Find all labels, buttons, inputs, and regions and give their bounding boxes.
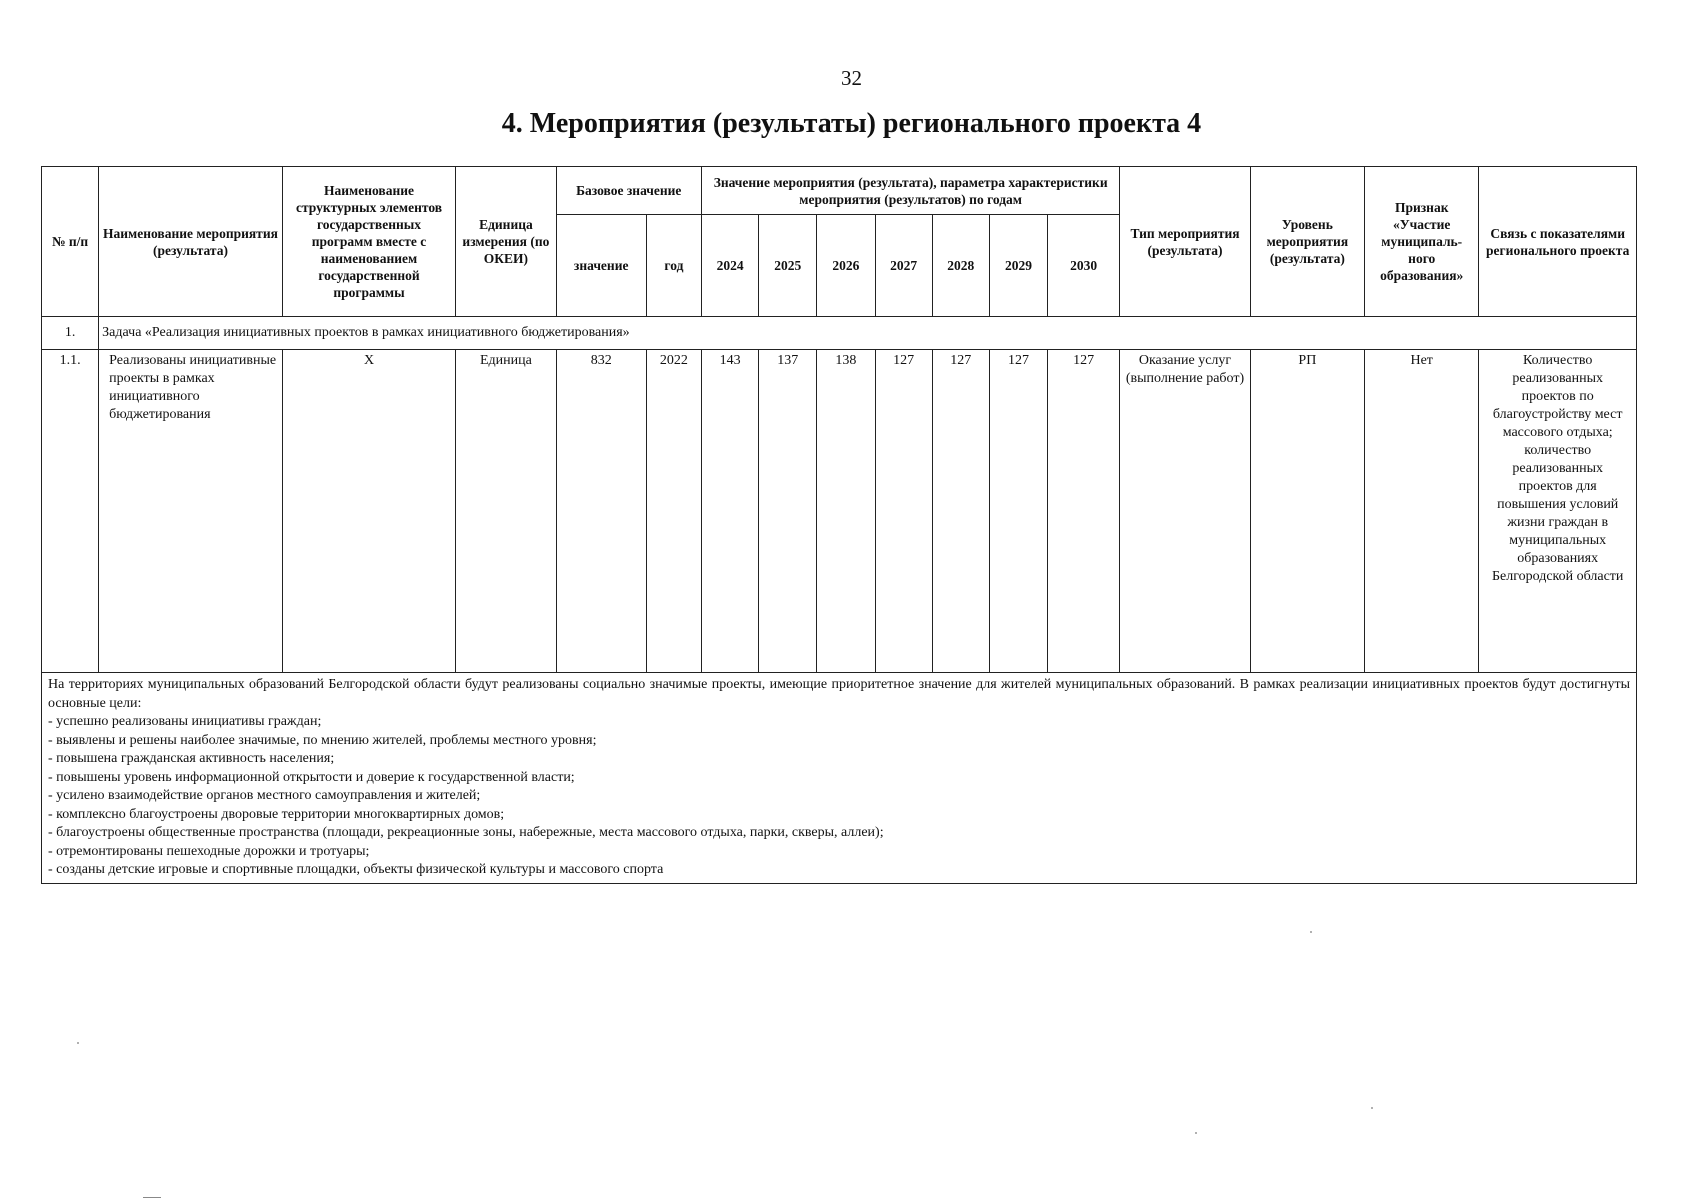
description-item: - повышена гражданская активность населения; [48, 751, 335, 766]
scan-speck [1195, 1132, 1197, 1134]
scan-mark [143, 1197, 161, 1198]
table-row [42, 350, 1637, 673]
header-type: Тип мероприятия (результата) [1120, 167, 1250, 317]
row-base-value: 832 [556, 350, 646, 673]
header-municipal: Признак «Участие муниципаль-ного образования» [1365, 167, 1479, 317]
header-year-2028: 2028 [932, 215, 989, 317]
header-link: Связь с показателями регионального проекта [1479, 167, 1637, 317]
row-value-2024: 143 [702, 350, 759, 673]
header-year-2027: 2027 [875, 215, 932, 317]
header-level: Уровень мероприятия (результата) [1250, 167, 1364, 317]
description-row [42, 673, 1637, 884]
description-item: - повышены уровень информационной открытости и доверие к государственной власти; [48, 769, 575, 785]
row-value-2028: 127 [932, 350, 989, 673]
description-cell [42, 673, 1637, 884]
task-num: 1. [42, 317, 99, 350]
page-number: 32 [841, 66, 862, 90]
header-base-value: значение [556, 215, 646, 317]
description-item: - отремонтированы пешеходные дорожки и тротуары; [48, 843, 370, 859]
row-value-2030: 127 [1048, 350, 1120, 673]
description-item: - усилено взаимодействие органов местного самоуправления и жителей; [48, 788, 481, 803]
task-row [42, 317, 1637, 350]
scan-speck [1371, 1107, 1373, 1109]
header-year-2024: 2024 [702, 215, 759, 317]
row-link: Количество реализованных проектов по благоустройству мест массового отдыха; количество реализованных проектов для повышения условий жизни граждан в муниципальных образованиях Белгородской области [1479, 350, 1637, 673]
header-num: № п/п [42, 167, 99, 317]
row-municipal: Нет [1365, 350, 1479, 673]
description-item: - комплексно благоустроены дворовые территории многоквартирных домов; [48, 806, 505, 822]
header-name: Наименование мероприятия (результата) [99, 167, 283, 317]
scan-speck [77, 1042, 79, 1044]
description-item: - успешно реализованы инициативы граждан; [48, 714, 322, 729]
header-year-2025: 2025 [759, 215, 817, 317]
activities-table [41, 166, 1637, 884]
description-item: - созданы детские игровые и спортивные площадки, объекты физической культуры и массового спорта [48, 862, 664, 877]
header-structural: Наименование структурных элементов государственных программ вместе с наименованием государственной программы [282, 167, 456, 317]
header-base-year: год [646, 215, 701, 317]
row-value-2026: 138 [817, 350, 875, 673]
row-level: РП [1250, 350, 1364, 673]
page-title: 4. Мероприятия (результаты) регионального проекта 4 [501, 108, 1202, 139]
header-year-2029: 2029 [989, 215, 1047, 317]
header-base: Базовое значение [556, 167, 701, 215]
header-year-2026: 2026 [817, 215, 875, 317]
scan-speck [1310, 931, 1312, 933]
row-structural: Х [282, 350, 456, 673]
description-item: - выявлены и решены наиболее значимые, по мнению жителей, проблемы местного уровня; [48, 732, 597, 748]
row-type: Оказание услуг (выполнение работ) [1120, 350, 1250, 673]
header-values-by-year: Значение мероприятия (результата), параметра характеристики мероприятия (результатов) по годам [702, 167, 1120, 215]
header-year-2030: 2030 [1048, 215, 1120, 317]
description-intro: На территориях муниципальных образований Белгородской области будут реализованы социально значимые проекты, имеющие приоритетное значение для жителей муниципальных образований. В рамках реализации инициативных проектов будут достигнуты основные цели: [48, 677, 1630, 711]
row-value-2027: 127 [875, 350, 932, 673]
row-value-2029: 127 [989, 350, 1047, 673]
task-text: Задача «Реализация инициативных проектов в рамках инициативного бюджетирования» [99, 317, 1637, 350]
description-item: - благоустроены общественные пространства (площади, рекреационные зоны, набережные, места массового отдыха, парки, скверы, аллеи); [48, 825, 884, 840]
row-num: 1.1. [42, 350, 99, 673]
row-name: Реализованы инициативные проекты в рамках инициативного бюджетирования [99, 350, 283, 673]
header-unit: Единица измерения (по ОКЕИ) [456, 167, 556, 317]
row-unit: Единица [456, 350, 556, 673]
row-base-year: 2022 [646, 350, 701, 673]
row-value-2025: 137 [759, 350, 817, 673]
